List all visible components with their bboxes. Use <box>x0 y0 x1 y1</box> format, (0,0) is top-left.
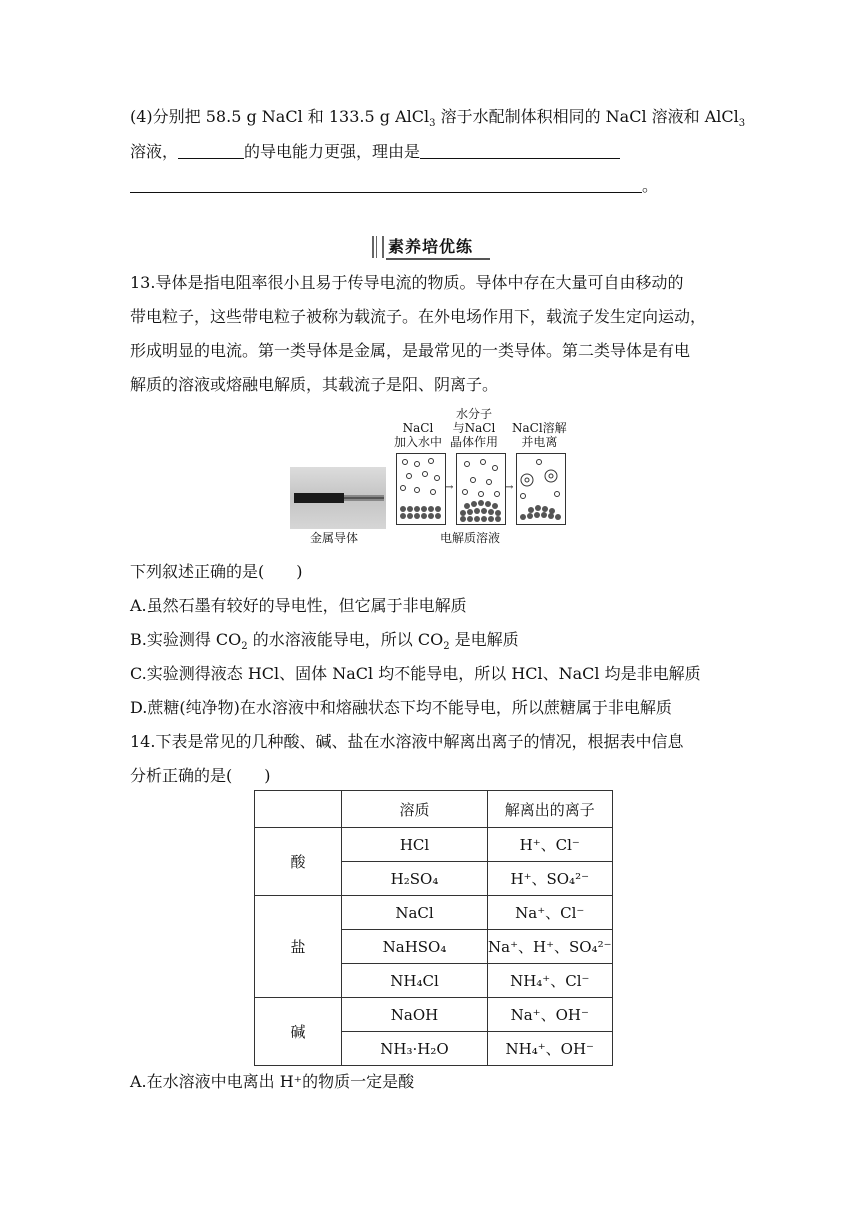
solute-cell: NH₃·H₂O <box>342 1032 488 1066</box>
step1-label: NaCl 加入水中 <box>394 421 443 449</box>
arrow-icon: → <box>505 482 514 493</box>
heading-bars-icon <box>372 236 384 258</box>
label-electrolyte-solution: 电解质溶液 <box>440 531 501 545</box>
q13-line-2: 带电粒子，这些带电粒子被称为载流子。在外电场作用下，载流子发生定向运动， <box>130 307 707 326</box>
ions-cell: NH₄⁺、OH⁻ <box>488 1032 613 1066</box>
ions-cell: H⁺、Cl⁻ <box>488 828 613 862</box>
solute-cell: NaOH <box>342 998 488 1032</box>
answer-blank-1[interactable] <box>178 142 244 159</box>
step2-label: 水分子 与NaCl 晶体作用 <box>450 407 499 449</box>
metal-wire-photo <box>290 467 386 529</box>
ions-cell: Na⁺、Cl⁻ <box>488 896 613 930</box>
beaker-3 <box>516 453 566 525</box>
q13-option-d[interactable]: D.蔗糖(纯净物)在水溶液中和熔融状态下均不能导电，所以蔗糖属于非电解质 <box>130 698 672 717</box>
ions-cell: H⁺、SO₄²⁻ <box>488 862 613 896</box>
q13-line-4: 解质的溶液或熔融电解质，其载流子是阳、阴离子。 <box>130 375 499 394</box>
ionization-table <box>254 790 613 1066</box>
table-header-row <box>255 791 613 828</box>
answer-blank-2[interactable] <box>420 142 620 159</box>
ions-cell: NH₄⁺、Cl⁻ <box>488 964 613 998</box>
q4-line1: (4)分别把 58.5 g NaCl 和 133.5 g AlCl$_3$ 溶于水配制体积相同的 NaCl 溶液和 AlCl$_3$ <box>130 107 746 130</box>
table-row <box>255 896 613 930</box>
q14-line-2: 分析正确的是( ) <box>130 766 271 785</box>
solute-cell: NaCl <box>342 896 488 930</box>
solute-cell: NH₄Cl <box>342 964 488 998</box>
beaker-2 <box>456 453 506 525</box>
table-header-cell <box>255 791 342 828</box>
category-cell: 酸 <box>255 828 342 896</box>
section-title: 素养培优练 <box>388 237 474 256</box>
arrow-icon: → <box>445 482 454 493</box>
beaker-1 <box>396 453 446 525</box>
table-header-cell: 解离出的离子 <box>488 791 613 828</box>
solute-cell: H₂SO₄ <box>342 862 488 896</box>
solute-cell: NaHSO₄ <box>342 930 488 964</box>
conductor-figure <box>290 405 580 545</box>
q13-option-b[interactable]: B.实验测得 $CO_2$ 的水溶液能导电，所以 $CO_2$ 是电解质 <box>130 630 519 653</box>
category-cell: 盐 <box>255 896 342 998</box>
q4-line3: 。 <box>130 176 658 196</box>
solute-cell: HCl <box>342 828 488 862</box>
label-metal-conductor: 金属导体 <box>310 531 359 545</box>
q14-option-a[interactable]: A.在水溶液中电离出 H⁺的物质一定是酸 <box>130 1072 415 1091</box>
answer-blank-3[interactable] <box>130 176 642 193</box>
category-cell: 碱 <box>255 998 342 1066</box>
table-row <box>255 998 613 1032</box>
ions-cell: Na⁺、OH⁻ <box>488 998 613 1032</box>
q14-line-1: 14.下表是常见的几种酸、碱、盐在水溶液中解离出离子的情况，根据表中信息 <box>130 732 684 751</box>
q13-option-a[interactable]: A.虽然石墨有较好的导电性，但它属于非电解质 <box>130 596 467 615</box>
q4-line2: 溶液， 的导电能力更强，理由是 <box>130 142 620 162</box>
section-heading <box>372 234 490 258</box>
q13-line-3: 形成明显的电流。第一类导体是金属，是最常见的一类导体。第二类导体是有电 <box>130 341 691 360</box>
q13-stem: 下列叙述正确的是( ) <box>130 562 303 581</box>
q13-option-c[interactable]: C.实验测得液态 HCl、固体 NaCl 均不能导电，所以 HCl、NaCl 均是非电解质 <box>130 664 701 683</box>
table-row <box>255 828 613 862</box>
ions-cell: Na⁺、H⁺、SO₄²⁻ <box>488 930 613 964</box>
table-header-cell: 溶质 <box>342 791 488 828</box>
q13-line-1: 13.导体是指电阻率很小且易于传导电流的物质。导体中存在大量可自由移动的 <box>130 273 684 292</box>
step3-label: NaCl溶解 并电离 <box>512 421 567 449</box>
